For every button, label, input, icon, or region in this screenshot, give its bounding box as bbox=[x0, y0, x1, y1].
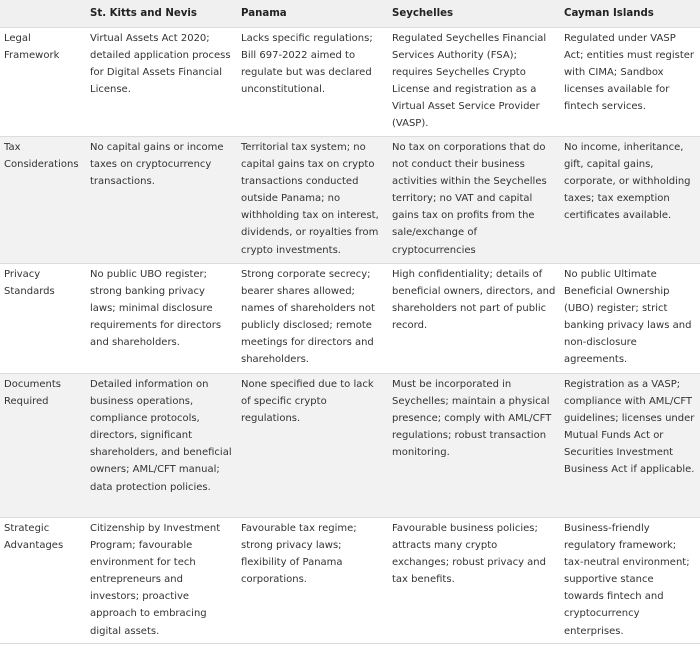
table-cell: None specified due to lack of specific crypto regulations. bbox=[237, 374, 388, 518]
header-st-kitts-and-nevis: St. Kitts and Nevis bbox=[86, 0, 237, 28]
table-cell: Favourable tax regime; strong privacy laws; flexibility of Panama corporations. bbox=[237, 518, 388, 644]
table-cell: No tax on corporations that do not conduct their business activities within the Seychelles territory; no VAT and capital gains tax on profits from the sale/exchange of cryptocurrencies bbox=[388, 137, 560, 264]
table-cell: Citizenship by Investment Program; favourable environment for tech entrepreneurs and investors; proactive approach to embracing digital assets. bbox=[86, 518, 237, 644]
table-cell: Lacks specific regulations; Bill 697-2022 aimed to regulate but was declared unconstitutional. bbox=[237, 28, 388, 137]
header-row bbox=[0, 0, 700, 28]
table-cell: No public UBO register; strong banking privacy laws; minimal disclosure requirements for directors and shareholders. bbox=[86, 264, 237, 374]
table-row bbox=[0, 518, 700, 644]
table-cell: Regulated Seychelles Financial Services Authority (FSA); requires Seychelles Crypto License and registration as a Virtual Asset Service Provider (VASP). bbox=[388, 28, 560, 137]
header-cayman-islands: Cayman Islands bbox=[560, 0, 700, 28]
row-label: Strategic Advantages bbox=[0, 518, 86, 644]
row-label: Documents Required bbox=[0, 374, 86, 518]
header-seychelles: Seychelles bbox=[388, 0, 560, 28]
row-label: Legal Framework bbox=[0, 28, 86, 137]
table-cell: Detailed information on business operations, compliance protocols, directors, significant shareholders, and beneficial owners; AML/CFT manual; data protection policies. bbox=[86, 374, 237, 518]
table-cell: Territorial tax system; no capital gains tax on crypto transactions conducted outside Panama; no withholding tax on interest, dividends, or royalties from crypto investments. bbox=[237, 137, 388, 264]
header-panama: Panama bbox=[237, 0, 388, 28]
table-cell: Regulated under VASP Act; entities must register with CIMA; Sandbox licenses available for fintech services. bbox=[560, 28, 700, 137]
row-label: Privacy Standards bbox=[0, 264, 86, 374]
table-cell: High confidentiality; details of beneficial owners, directors, and shareholders not part of public record. bbox=[388, 264, 560, 374]
table-row bbox=[0, 137, 700, 264]
table-cell: No income, inheritance, gift, capital gains, corporate, or withholding taxes; tax exemption certificates available. bbox=[560, 137, 700, 264]
row-label: Tax Considerations bbox=[0, 137, 86, 264]
table-cell: Virtual Assets Act 2020; detailed application process for Digital Assets Financial License. bbox=[86, 28, 237, 137]
table-cell: Favourable business policies; attracts many crypto exchanges; robust privacy and tax benefits. bbox=[388, 518, 560, 644]
table-row bbox=[0, 374, 700, 518]
table-cell: Strong corporate secrecy; bearer shares allowed; names of shareholders not publicly disclosed; remote meetings for directors and shareholders. bbox=[237, 264, 388, 374]
table-cell: Registration as a VASP; compliance with AML/CFT guidelines; licenses under Mutual Funds Act or Securities Investment Business Act if applicable. bbox=[560, 374, 700, 518]
table-cell: Must be incorporated in Seychelles; maintain a physical presence; comply with AML/CFT regulations; robust transaction monitoring. bbox=[388, 374, 560, 518]
table-row bbox=[0, 28, 700, 137]
table-row bbox=[0, 264, 700, 374]
table-cell: No public Ultimate Beneficial Ownership (UBO) register; strict banking privacy laws and non-disclosure agreements. bbox=[560, 264, 700, 374]
table-cell: No capital gains or income taxes on cryptocurrency transactions. bbox=[86, 137, 237, 264]
table-cell: Business-friendly regulatory framework; tax-neutral environment; supportive stance towards fintech and cryptocurrency enterprises. bbox=[560, 518, 700, 644]
header-empty bbox=[0, 0, 86, 28]
